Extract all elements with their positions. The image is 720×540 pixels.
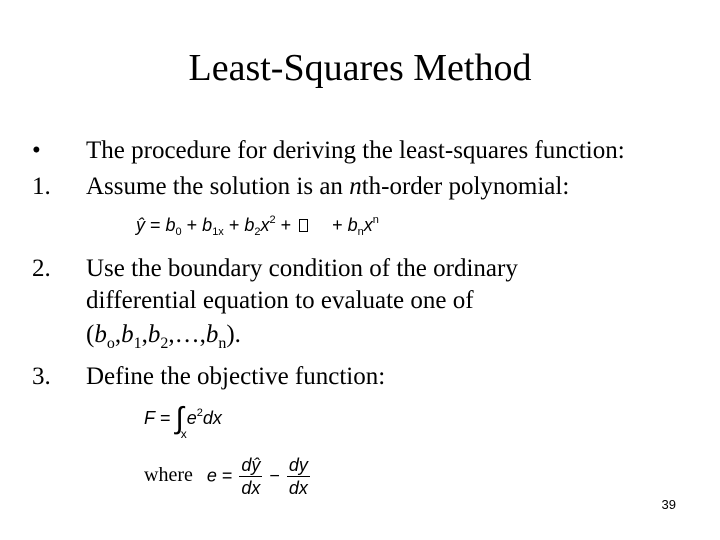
eq-b1-sub: 1x bbox=[212, 226, 224, 238]
bullet-marker: • bbox=[32, 137, 41, 164]
coef-b1: b bbox=[121, 321, 134, 348]
step-1-n: n bbox=[349, 173, 362, 200]
bullet-procedure bbox=[32, 136, 625, 166]
paren-close: ). bbox=[226, 321, 241, 348]
step-3 bbox=[32, 362, 385, 392]
eq-b2: b bbox=[244, 215, 255, 235]
eq2-e-sup: 2 bbox=[196, 406, 203, 419]
eq-xn: x bbox=[363, 215, 373, 235]
step-1-text-b: th-order polynomial: bbox=[361, 173, 570, 200]
eq-xn-sup: n bbox=[372, 214, 379, 226]
step-3-text: Define the objective function: bbox=[86, 363, 386, 390]
eq-plus-2: + bbox=[223, 215, 245, 235]
eq-yhat: ŷ bbox=[136, 215, 145, 235]
fraction-1-numerator: dŷ bbox=[241, 455, 261, 475]
comma-2: , bbox=[141, 321, 148, 348]
eq-x2: x bbox=[260, 215, 270, 235]
fraction-dyhat-dx bbox=[239, 454, 262, 499]
fraction-dy-dx bbox=[287, 454, 310, 499]
eq2-dx: dx bbox=[202, 407, 222, 428]
eq2-equals: = bbox=[155, 407, 176, 428]
coef-b0-sub: o bbox=[106, 335, 115, 352]
step-1 bbox=[32, 172, 569, 202]
step-1-marker: 1. bbox=[32, 173, 51, 200]
missing-glyph-box-icon bbox=[299, 219, 308, 232]
coef-b2-sub: 2 bbox=[160, 335, 169, 352]
eq-b0-sub: 0 bbox=[175, 226, 182, 238]
objective-function-equation bbox=[144, 404, 222, 441]
error-definition-equation bbox=[144, 454, 312, 499]
coef-b0: b bbox=[94, 321, 107, 348]
eq-b2-sub: 2 bbox=[254, 226, 261, 238]
step-2-line-2: differential equation to evaluate one of bbox=[86, 287, 474, 314]
eq3-e: e bbox=[206, 465, 217, 486]
coef-b2: b bbox=[147, 321, 161, 348]
eq-plus-3: + bbox=[275, 215, 297, 235]
step-2-line-3 bbox=[86, 320, 241, 359]
ellipsis: ,…, bbox=[168, 321, 206, 348]
coef-bn-sub: n bbox=[218, 335, 227, 352]
fraction-1-denominator: dx bbox=[241, 478, 261, 498]
step-2 bbox=[32, 254, 518, 284]
eq-equals: = bbox=[145, 215, 166, 235]
step-2-marker: 2. bbox=[32, 255, 51, 282]
integral-lower-limit: x bbox=[180, 426, 187, 441]
eq2-e: e bbox=[186, 407, 197, 428]
eq3-equals: = bbox=[216, 465, 238, 486]
step-3-marker: 3. bbox=[32, 363, 51, 390]
eq-F: F bbox=[144, 407, 155, 428]
eq-b0: b bbox=[165, 215, 176, 235]
eq-bn-sub: n bbox=[357, 226, 364, 238]
paren-open: ( bbox=[86, 321, 95, 348]
eq-plus-1: + bbox=[181, 215, 203, 235]
slide-title: Least-Squares Method bbox=[188, 47, 532, 89]
comma-1: , bbox=[114, 321, 122, 348]
eq-bn: b bbox=[347, 215, 358, 235]
eq-x2-sup: 2 bbox=[269, 214, 276, 226]
eq-plus-4: + bbox=[327, 215, 348, 235]
where-label: where bbox=[144, 464, 193, 487]
fraction-2-numerator: dy bbox=[288, 455, 308, 475]
bullet-text: The procedure for deriving the least-squares function: bbox=[86, 137, 625, 164]
page-number: 39 bbox=[661, 497, 676, 512]
step-1-text-a: Assume the solution is an bbox=[86, 173, 350, 200]
polynomial-equation bbox=[136, 214, 379, 238]
step-2-line-1: Use the boundary condition of the ordinary bbox=[86, 255, 518, 282]
coef-b1-sub: 1 bbox=[133, 335, 142, 352]
coef-bn: b bbox=[205, 321, 219, 348]
fraction-2-denominator: dx bbox=[288, 478, 308, 498]
integral-sign-icon: ∫ bbox=[175, 402, 184, 435]
eq-b1: b bbox=[202, 215, 213, 235]
eq3-minus: − bbox=[264, 465, 285, 486]
